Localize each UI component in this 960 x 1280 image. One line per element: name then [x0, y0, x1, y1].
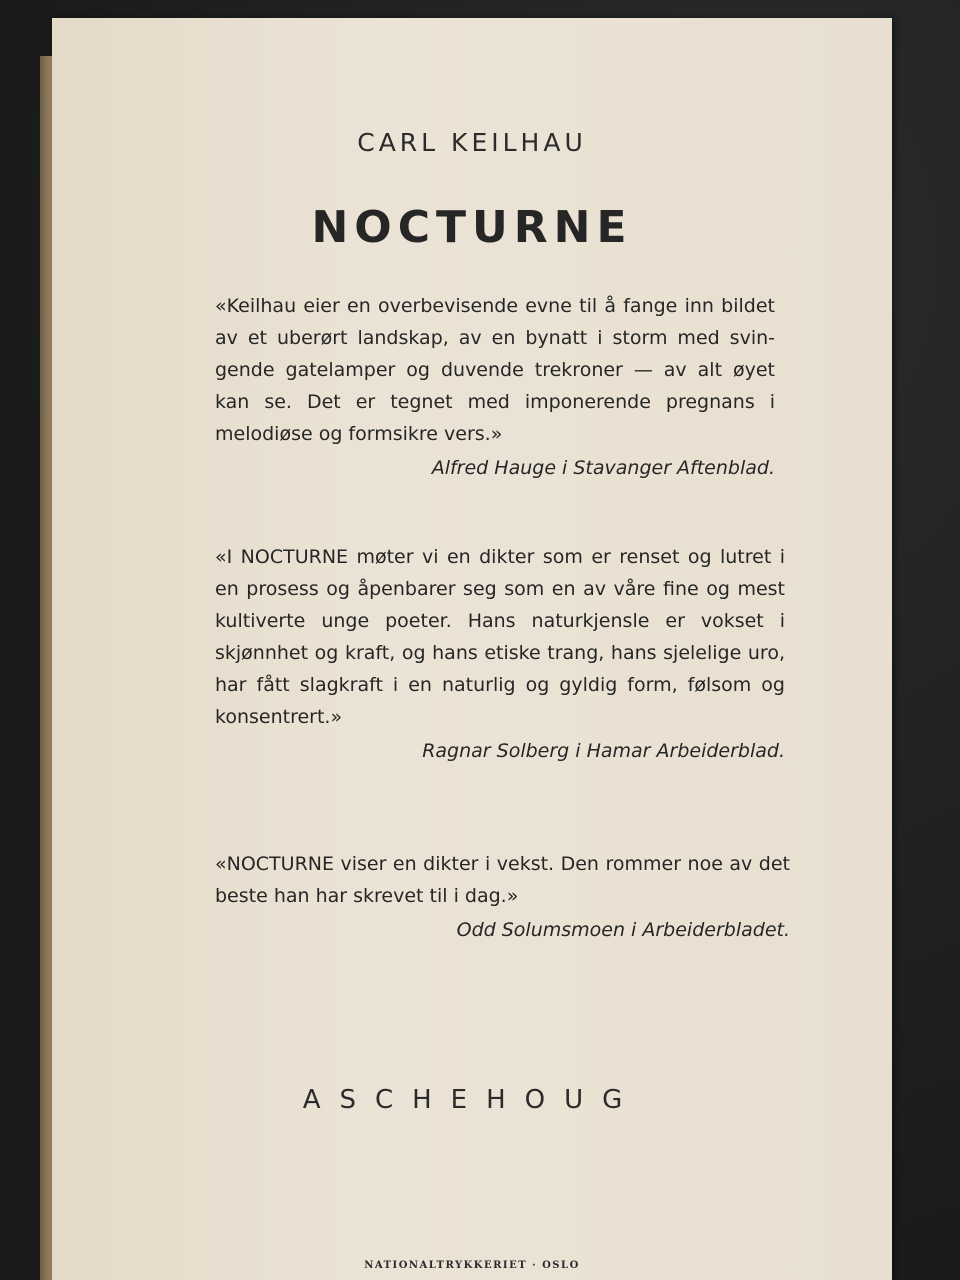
- quote-attribution: Ragnar Solberg i Hamar Arbeiderblad.: [422, 740, 785, 762]
- quote-text: «I NOCTURNE møter vi en dikter som er renset og lutret i en prosess og åpenbarer seg som en av våre fine og mest kultiverte unge poeter. Hans naturkjensle er vokset i skjønnhet og kraft, og hans etiske trang, hans sjelelige uro, har fått slagkraft i en naturlig og gyldig form, følsom og konsentrert.»: [215, 546, 785, 728]
- quote-text: «Keilhau eier en overbevisende evne til å fange inn bildet av et uberørt landskap, av en bynatt i storm med svingende gatelamper og duvende trekroner — av alt øyet kan se. Det er tegnet med imponerende pregnans i melodiøse og formsikre vers.»: [215, 295, 775, 445]
- quote-text: «NOCTURNE viser en dikter i vekst. Den rommer noe av det beste han har skrevet til i dag.»: [215, 853, 790, 907]
- printer-imprint: NATIONALTRYKKERIET · OSLO: [364, 1260, 580, 1271]
- quote-attribution: Alfred Hauge i Stavanger Aftenblad.: [431, 457, 775, 479]
- review-quote-1: [215, 290, 775, 484]
- review-quote-2: [215, 541, 785, 767]
- author-name: CARL KEILHAU: [357, 128, 587, 157]
- back-cover-page: [52, 18, 892, 1280]
- review-quote-3: [215, 848, 790, 946]
- book-title: NOCTURNE: [311, 202, 633, 253]
- quote-attribution: Odd Solumsmoen i Arbeiderbladet.: [456, 919, 790, 941]
- publisher-name: ASCHEHOUG: [302, 1085, 642, 1115]
